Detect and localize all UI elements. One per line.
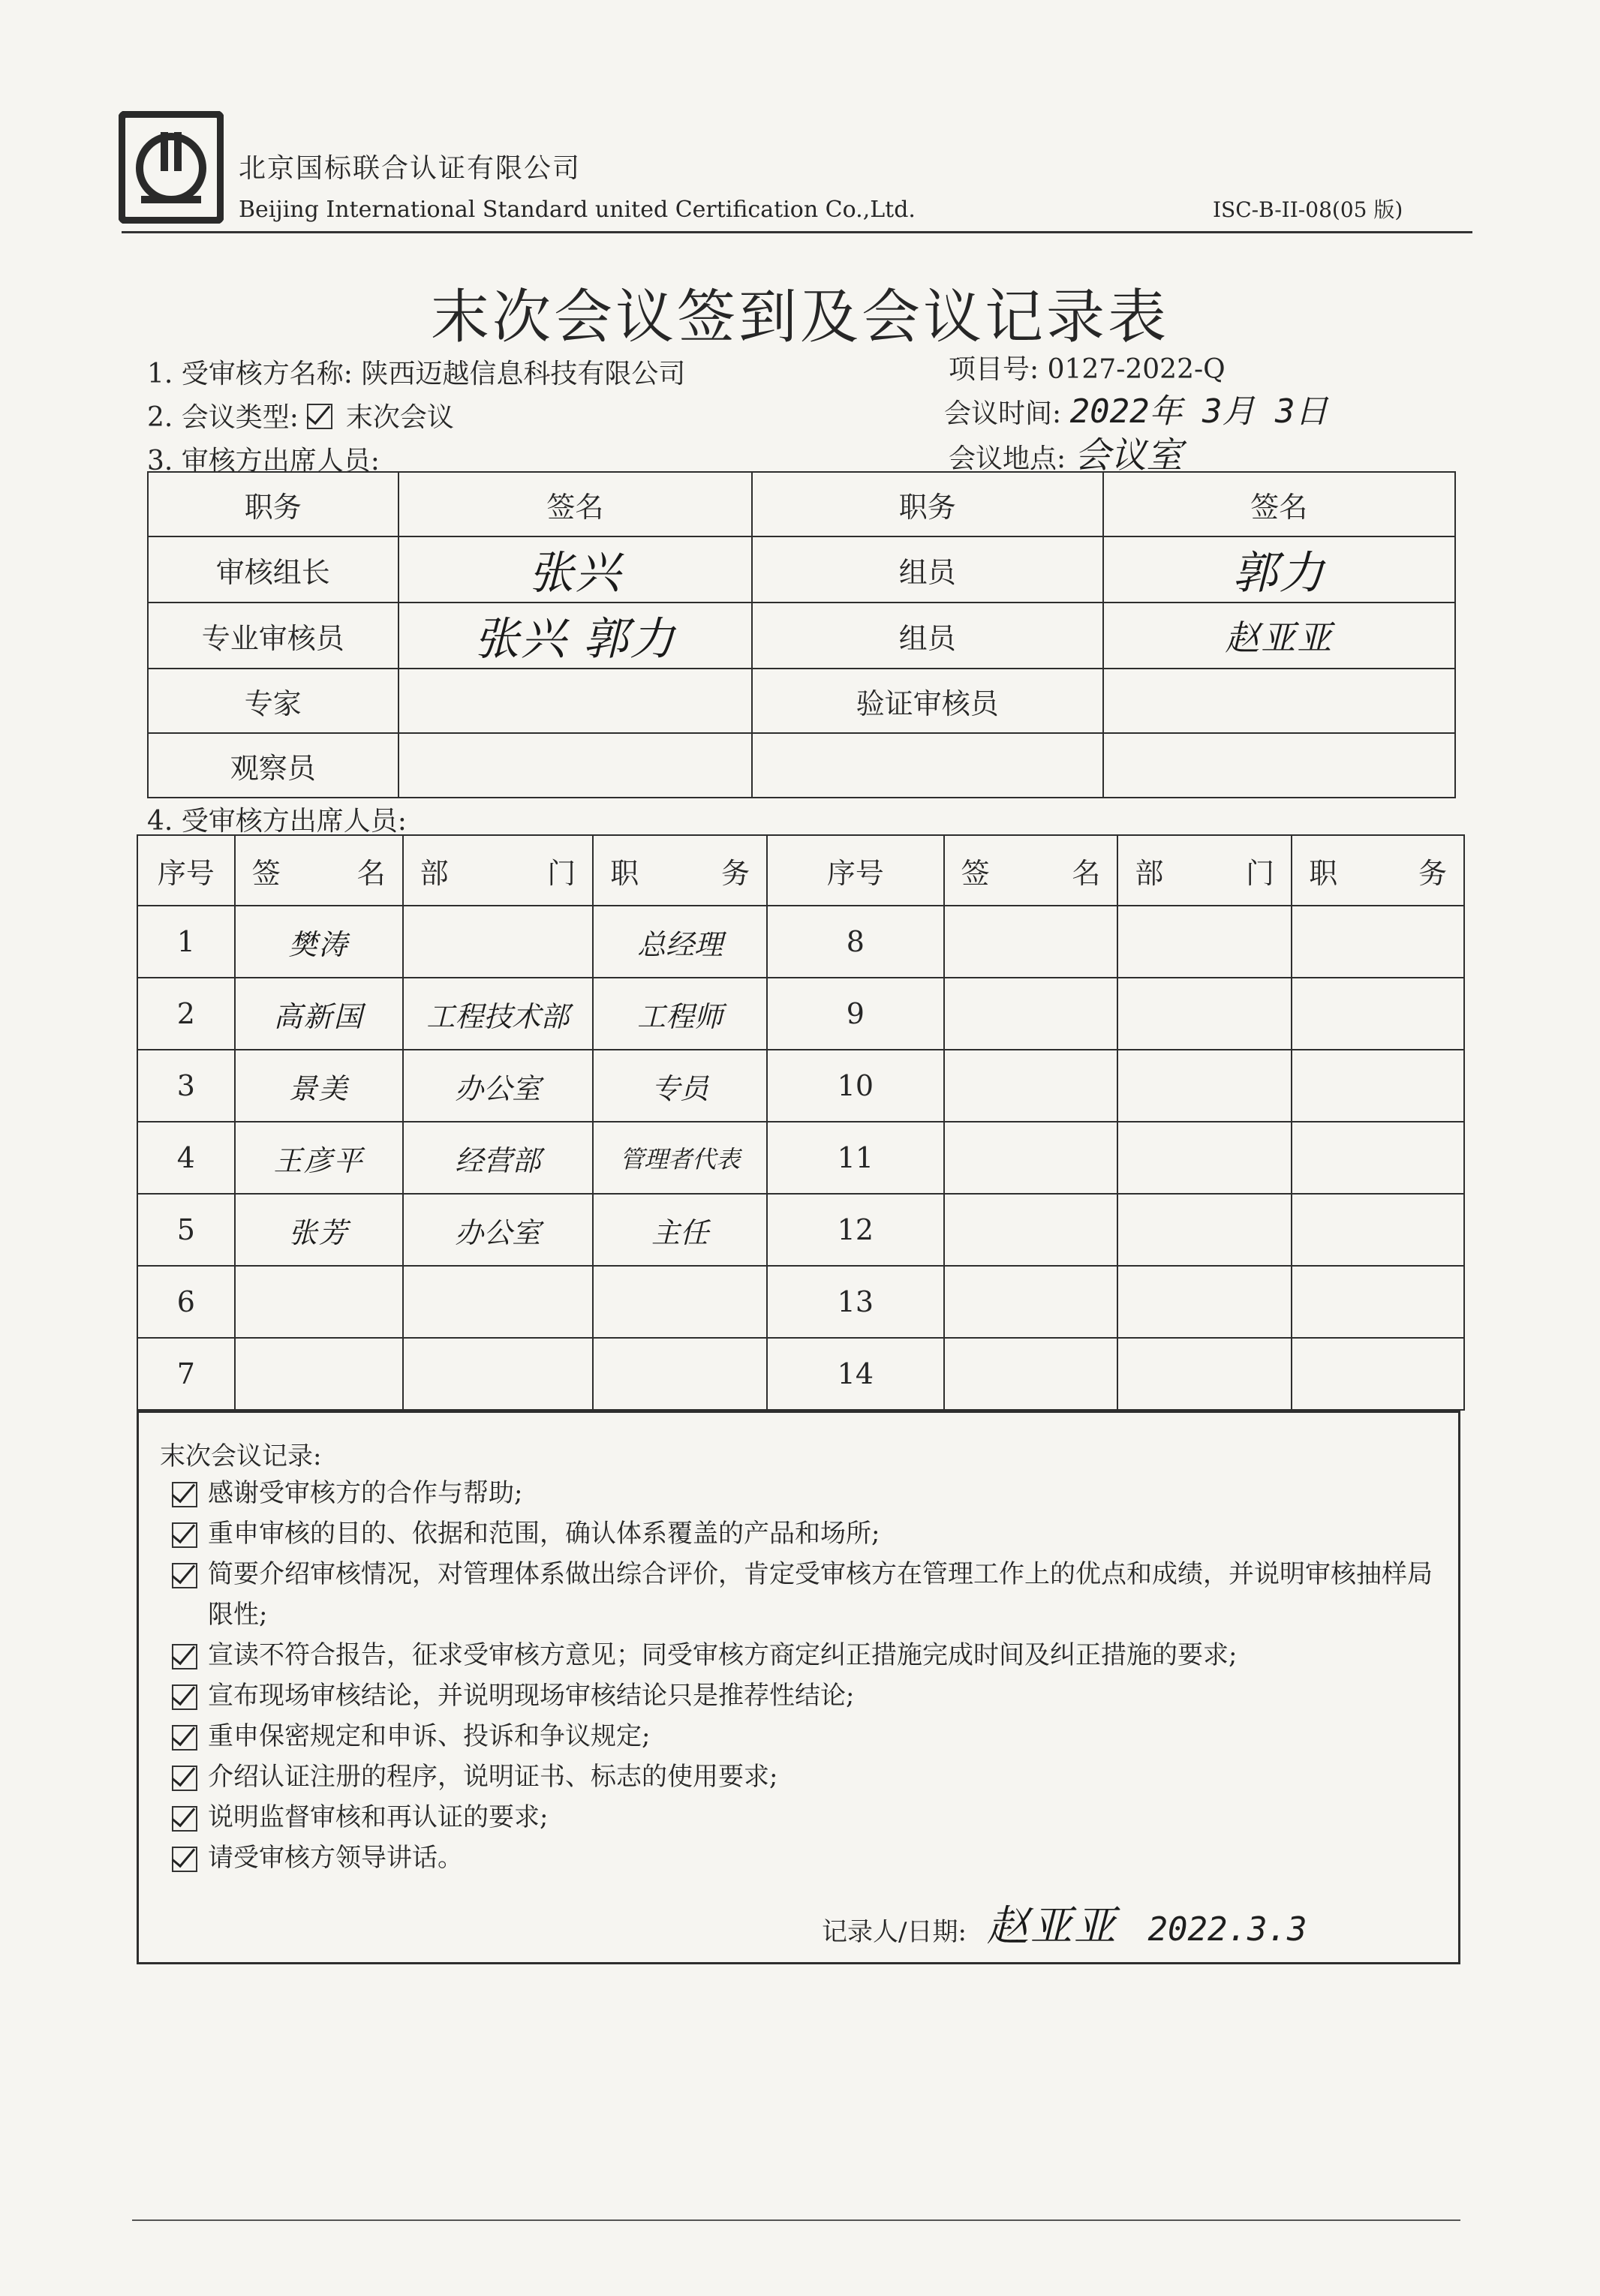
header-cell: 部 门 bbox=[403, 835, 594, 906]
row-number: 11 bbox=[767, 1122, 944, 1194]
checkbox-checked-icon bbox=[172, 1522, 197, 1548]
meeting-minutes-box bbox=[137, 1411, 1460, 1964]
header-cell: 签 名 bbox=[235, 835, 403, 906]
signature-cell: 张兴 郭力 bbox=[398, 603, 752, 669]
list-item: 宣布现场审核结论，并说明现场审核结论只是推荐性结论; bbox=[172, 1675, 1448, 1716]
role-cell: 专业审核员 bbox=[148, 603, 398, 669]
checkbox-checked-icon bbox=[172, 1766, 197, 1791]
position-cell: 工程师 bbox=[593, 978, 767, 1050]
meeting-type-line bbox=[147, 396, 454, 434]
list-item: 简要介绍审核情况，对管理体系做出综合评价，肯定受审核方在管理工作上的优点和成绩，并说明审核抽样局限性; bbox=[172, 1554, 1448, 1635]
department-cell bbox=[1117, 1050, 1292, 1122]
signature-cell bbox=[1103, 669, 1456, 733]
document-title: 末次会议签到及会议记录表 bbox=[430, 284, 1169, 351]
auditee-attendance-table bbox=[137, 834, 1465, 1411]
header-cell: 职 务 bbox=[593, 835, 767, 906]
minutes-checklist bbox=[172, 1473, 1448, 1878]
row-number: 1 bbox=[137, 906, 235, 978]
table-header-row bbox=[137, 835, 1464, 906]
department-cell: 经营部 bbox=[403, 1122, 594, 1194]
auditor-section-label: 3. 审核方出席人员: bbox=[147, 446, 380, 476]
position-cell: 专员 bbox=[593, 1050, 767, 1122]
header-cell: 职务 bbox=[148, 472, 398, 536]
row-number: 3 bbox=[137, 1050, 235, 1122]
table-row bbox=[137, 1266, 1464, 1338]
row-number: 5 bbox=[137, 1194, 235, 1266]
checkbox-checked-icon bbox=[307, 404, 332, 429]
department-cell: 工程技术部 bbox=[403, 978, 594, 1050]
position-cell bbox=[1292, 1050, 1464, 1122]
list-item: 请受审核方领导讲话。 bbox=[172, 1838, 1448, 1878]
role-cell: 审核组长 bbox=[148, 536, 398, 603]
row-number: 7 bbox=[137, 1338, 235, 1410]
department-cell bbox=[1117, 1266, 1292, 1338]
department-cell bbox=[403, 906, 594, 978]
list-item: 重申保密规定和申诉、投诉和争议规定; bbox=[172, 1716, 1448, 1757]
signature-cell: 张兴 bbox=[398, 536, 752, 603]
row-number: 2 bbox=[137, 978, 235, 1050]
signature-cell bbox=[398, 669, 752, 733]
position-cell bbox=[1292, 906, 1464, 978]
row-number: 13 bbox=[767, 1266, 944, 1338]
position-cell bbox=[1292, 1194, 1464, 1266]
checkbox-checked-icon bbox=[172, 1725, 197, 1751]
company-logo-icon bbox=[119, 111, 224, 224]
row-number: 9 bbox=[767, 978, 944, 1050]
auditee-value: 陕西迈越信息科技有限公司 bbox=[361, 359, 686, 389]
list-item: 说明监督审核和再认证的要求; bbox=[172, 1797, 1448, 1838]
table-row bbox=[137, 1122, 1464, 1194]
meeting-type-value: 末次会议 bbox=[345, 402, 454, 433]
meeting-type-label: 2. 会议类型: bbox=[147, 402, 299, 433]
list-item: 重申审核的目的、依据和范围，确认体系覆盖的产品和场所; bbox=[172, 1513, 1448, 1554]
project-value: 0127-2022-Q bbox=[1047, 354, 1226, 385]
meeting-time-label: 会议时间: bbox=[944, 398, 1062, 429]
list-item: 感谢受审核方的合作与帮助; bbox=[172, 1473, 1448, 1513]
meeting-place-line bbox=[949, 426, 1183, 478]
row-number: 14 bbox=[767, 1338, 944, 1410]
position-cell bbox=[1292, 978, 1464, 1050]
auditee-section-label: 4. 受审核方出席人员: bbox=[147, 806, 407, 837]
department-cell bbox=[403, 1338, 594, 1410]
table-row bbox=[148, 536, 1455, 603]
role-cell: 组员 bbox=[752, 536, 1102, 603]
header-divider bbox=[122, 231, 1472, 233]
table-row bbox=[137, 906, 1464, 978]
department-cell bbox=[1117, 978, 1292, 1050]
row-number: 6 bbox=[137, 1266, 235, 1338]
list-item: 宣读不符合报告，征求受审核方意见；同受审核方商定纠正措施完成时间及纠正措施的要求; bbox=[172, 1635, 1448, 1675]
checkbox-checked-icon bbox=[172, 1806, 197, 1832]
company-name-cn: 北京国标联合认证有限公司 bbox=[239, 153, 582, 184]
position-cell bbox=[1292, 1338, 1464, 1410]
role-cell: 组员 bbox=[752, 603, 1102, 669]
recorder-signature: 赵亚亚 bbox=[986, 1902, 1117, 1951]
meeting-time-line bbox=[944, 384, 1328, 432]
checkbox-checked-icon bbox=[172, 1847, 197, 1872]
department-cell bbox=[1117, 1194, 1292, 1266]
recorder-label: 记录人/日期: bbox=[822, 1917, 967, 1947]
signature-cell bbox=[944, 1050, 1118, 1122]
checkbox-checked-icon bbox=[172, 1644, 197, 1669]
header-cell: 部 门 bbox=[1117, 835, 1292, 906]
signature-cell bbox=[944, 1122, 1118, 1194]
signature-cell: 郭力 bbox=[1103, 536, 1456, 603]
row-number: 8 bbox=[767, 906, 944, 978]
meeting-place-label: 会议地点: bbox=[949, 443, 1066, 474]
position-cell bbox=[593, 1266, 767, 1338]
role-cell: 观察员 bbox=[148, 733, 398, 798]
position-cell bbox=[1292, 1122, 1464, 1194]
position-cell: 主任 bbox=[593, 1194, 767, 1266]
role-cell: 专家 bbox=[148, 669, 398, 733]
table-row bbox=[137, 978, 1464, 1050]
signature-cell: 樊涛 bbox=[235, 906, 403, 978]
position-cell bbox=[593, 1338, 767, 1410]
project-line bbox=[949, 348, 1226, 386]
minutes-title: 末次会议记录: bbox=[160, 1441, 322, 1471]
header-cell: 序号 bbox=[767, 835, 944, 906]
signature-cell bbox=[235, 1266, 403, 1338]
footer-divider bbox=[132, 2219, 1460, 2221]
signature-cell: 赵亚亚 bbox=[1103, 603, 1456, 669]
table-row bbox=[148, 669, 1455, 733]
company-name-en: Beijing International Standard united Certification Co.,Ltd. bbox=[239, 197, 916, 223]
checkbox-checked-icon bbox=[172, 1482, 197, 1507]
row-number: 10 bbox=[767, 1050, 944, 1122]
position-cell bbox=[1292, 1266, 1464, 1338]
auditee-name-line bbox=[147, 353, 685, 391]
header-cell: 序号 bbox=[137, 835, 235, 906]
department-cell bbox=[403, 1266, 594, 1338]
project-label: 项目号: bbox=[949, 354, 1039, 385]
signature-cell: 王彦平 bbox=[235, 1122, 403, 1194]
table-row bbox=[137, 1050, 1464, 1122]
signature-cell bbox=[944, 1266, 1118, 1338]
checkbox-checked-icon bbox=[172, 1563, 197, 1588]
table-header-row bbox=[148, 472, 1455, 536]
role-cell: 验证审核员 bbox=[752, 669, 1102, 733]
signature-cell bbox=[944, 906, 1118, 978]
checkbox-checked-icon bbox=[172, 1684, 197, 1710]
signature-cell bbox=[1103, 733, 1456, 798]
list-item: 介绍认证注册的程序，说明证书、标志的使用要求; bbox=[172, 1757, 1448, 1797]
header-cell: 职务 bbox=[752, 472, 1102, 536]
row-number: 4 bbox=[137, 1122, 235, 1194]
signature-cell bbox=[944, 1338, 1118, 1410]
table-row bbox=[148, 603, 1455, 669]
auditee-label: 1. 受审核方名称: bbox=[147, 359, 353, 389]
position-cell: 总经理 bbox=[593, 906, 767, 978]
header-cell: 职 务 bbox=[1292, 835, 1464, 906]
row-number: 12 bbox=[767, 1194, 944, 1266]
signature-cell: 张芳 bbox=[235, 1194, 403, 1266]
recorder-line bbox=[822, 1893, 1307, 1953]
header-cell: 签 名 bbox=[944, 835, 1118, 906]
signature-cell bbox=[944, 1194, 1118, 1266]
auditor-attendance-table bbox=[147, 471, 1456, 798]
signature-cell bbox=[398, 733, 752, 798]
department-cell bbox=[1117, 1338, 1292, 1410]
signature-cell: 高新国 bbox=[235, 978, 403, 1050]
position-cell: 管理者代表 bbox=[593, 1122, 767, 1194]
header-cell: 签名 bbox=[398, 472, 752, 536]
role-cell bbox=[752, 733, 1102, 798]
department-cell: 办公室 bbox=[403, 1050, 594, 1122]
form-code: ISC-B-II-08(05 版) bbox=[1213, 197, 1403, 222]
department-cell bbox=[1117, 1122, 1292, 1194]
meeting-time-value: 2022年 3月 3日 bbox=[1069, 392, 1328, 431]
signature-cell: 景美 bbox=[235, 1050, 403, 1122]
signature-cell bbox=[235, 1338, 403, 1410]
department-cell: 办公室 bbox=[403, 1194, 594, 1266]
header-cell: 签名 bbox=[1103, 472, 1456, 536]
signature-cell bbox=[944, 978, 1118, 1050]
table-row bbox=[148, 733, 1455, 798]
table-row bbox=[137, 1338, 1464, 1410]
recorder-date: 2022.3.3 bbox=[1147, 1910, 1307, 1949]
meeting-place-value: 会议室 bbox=[1074, 434, 1183, 476]
department-cell bbox=[1117, 906, 1292, 978]
table-row bbox=[137, 1194, 1464, 1266]
